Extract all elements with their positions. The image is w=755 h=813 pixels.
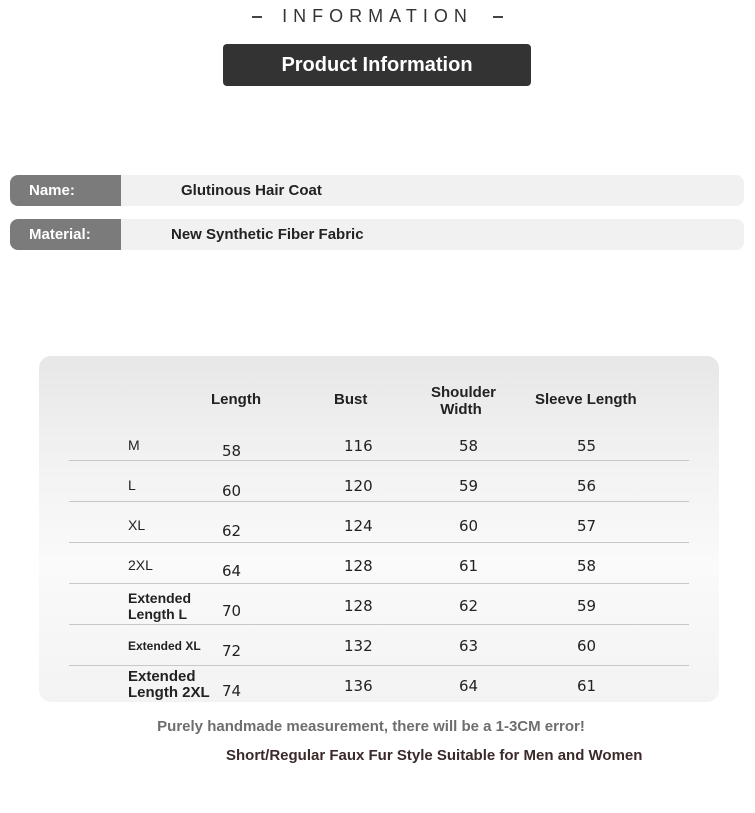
bust-cell: 128 bbox=[344, 557, 373, 575]
sleeve-cell: 57 bbox=[577, 517, 597, 535]
left-dash bbox=[252, 16, 262, 18]
section-eyebrow bbox=[0, 6, 755, 27]
bust-cell: 116 bbox=[344, 437, 373, 455]
row-divider bbox=[69, 665, 689, 666]
row-divider bbox=[69, 624, 689, 625]
right-dash bbox=[493, 16, 503, 18]
column-header-sleeve-length: Sleeve Length bbox=[535, 391, 637, 408]
shoulder-cell: 64 bbox=[459, 677, 479, 695]
sleeve-cell: 59 bbox=[577, 597, 597, 615]
sleeve-cell: 55 bbox=[577, 437, 597, 455]
size-label: M bbox=[128, 437, 140, 453]
bust-cell: 128 bbox=[344, 597, 373, 615]
length-cell: 64 bbox=[222, 562, 242, 580]
row-divider bbox=[69, 542, 689, 543]
size-table bbox=[39, 356, 719, 702]
length-cell: 72 bbox=[222, 642, 242, 660]
row-divider bbox=[69, 501, 689, 502]
column-header-bust: Bust bbox=[334, 391, 368, 408]
bust-cell: 120 bbox=[344, 477, 373, 495]
material-value: New Synthetic Fiber Fabric bbox=[171, 226, 364, 243]
sleeve-cell: 58 bbox=[577, 557, 597, 575]
length-cell: 62 bbox=[222, 522, 242, 540]
shoulder-cell: 58 bbox=[459, 437, 479, 455]
row-divider bbox=[69, 460, 689, 461]
length-cell: 60 bbox=[222, 482, 242, 500]
size-label-line2: Length L bbox=[128, 606, 188, 622]
material-label: Material: bbox=[10, 219, 121, 250]
shoulder-header-line1: Shoulder bbox=[431, 384, 497, 401]
length-cell: 74 bbox=[222, 682, 242, 700]
banner-title: Product Information bbox=[281, 53, 473, 76]
info-row-name bbox=[10, 175, 744, 206]
length-cell: 58 bbox=[222, 442, 242, 460]
sleeve-cell: 61 bbox=[577, 677, 597, 695]
length-cell: 70 bbox=[222, 602, 242, 620]
size-label: 2XL bbox=[128, 557, 153, 573]
shoulder-cell: 60 bbox=[459, 517, 479, 535]
sleeve-cell: 56 bbox=[577, 477, 597, 495]
name-value: Glutinous Hair Coat bbox=[181, 182, 322, 199]
shoulder-header-line2: Width bbox=[440, 401, 482, 418]
size-label: XL bbox=[128, 517, 146, 533]
product-information-banner bbox=[223, 44, 531, 86]
bust-cell: 132 bbox=[344, 637, 373, 655]
measurement-note: Purely handmade measurement, there will be a 1-3CM error! bbox=[157, 718, 585, 735]
size-label bbox=[128, 590, 191, 622]
shoulder-cell: 61 bbox=[459, 557, 479, 575]
size-label-line1: Extended bbox=[128, 668, 196, 685]
column-header-length: Length bbox=[211, 391, 261, 408]
shoulder-cell: 63 bbox=[459, 637, 479, 655]
size-label bbox=[128, 669, 210, 701]
size-label: L bbox=[128, 477, 136, 493]
row-divider bbox=[69, 583, 689, 584]
bust-cell: 124 bbox=[344, 517, 373, 535]
bust-cell: 136 bbox=[344, 677, 373, 695]
name-label: Name: bbox=[10, 175, 121, 206]
info-row-material bbox=[10, 219, 744, 250]
size-label: Extended XL bbox=[128, 639, 201, 653]
shoulder-cell: 62 bbox=[459, 597, 479, 615]
shoulder-cell: 59 bbox=[459, 477, 479, 495]
eyebrow-text: INFORMATION bbox=[282, 6, 473, 26]
size-label-line1: Extended bbox=[128, 590, 192, 606]
size-label-line2: Length 2XL bbox=[128, 684, 210, 701]
style-note: Short/Regular Faux Fur Style Suitable for Men and Women bbox=[226, 747, 643, 764]
sleeve-cell: 60 bbox=[577, 637, 597, 655]
column-header-shoulder-width bbox=[431, 384, 497, 418]
